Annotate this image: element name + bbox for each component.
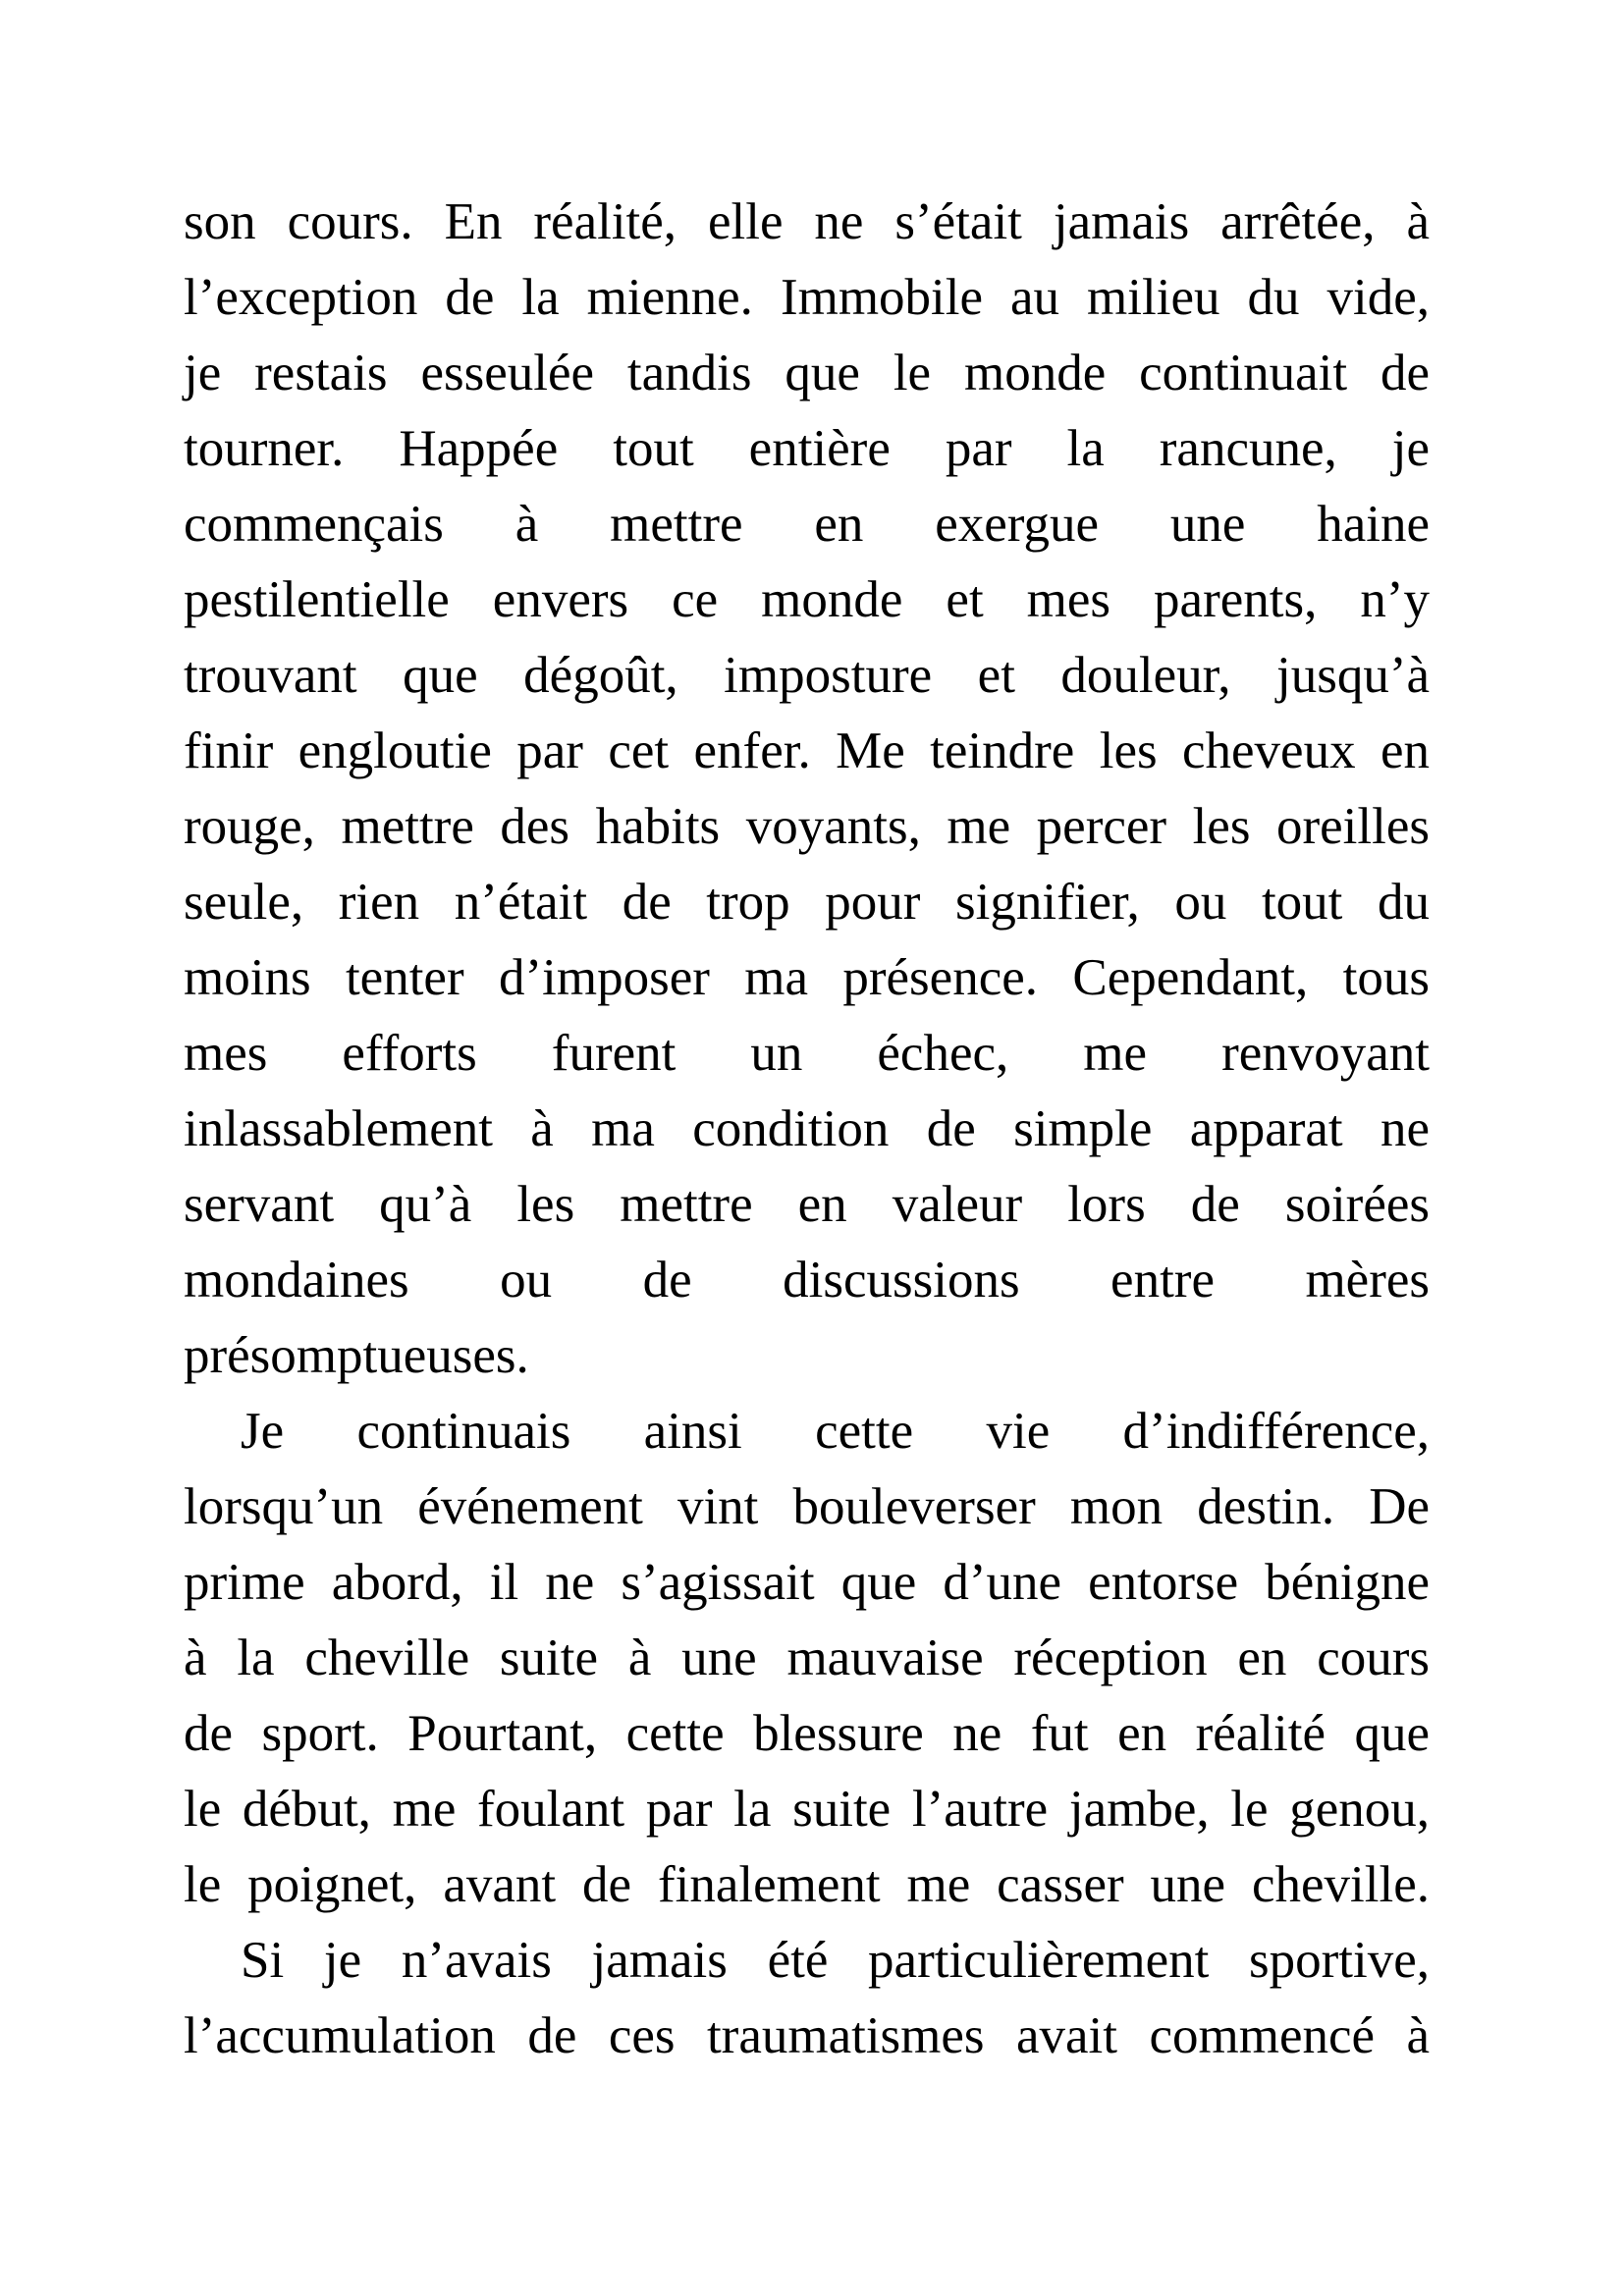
text-line: servant qu’à les mettre en valeur lors de soirées	[184, 1176, 1430, 1233]
text-line: trouvant que dégoût, imposture et douleur, jusqu’à	[184, 647, 1430, 704]
text-line: je restais esseulée tandis que le monde continuait de	[184, 345, 1430, 401]
text-line: lorsqu’un événement vint bouleverser mon destin. De	[184, 1478, 1430, 1535]
text-line: l’exception de la mienne. Immobile au milieu du vide,	[184, 269, 1430, 326]
text-line: l’accumulation de ces traumatismes avait commencé à	[184, 2007, 1430, 2064]
text-line: tourner. Happée tout entière par la rancune, je	[184, 420, 1430, 477]
text-line: inlassablement à ma condition de simple apparat ne	[184, 1100, 1430, 1157]
text-line: commençais à mettre en exergue une haine	[184, 496, 1430, 553]
text-line: pestilentielle envers ce monde et mes parents, n’y	[184, 571, 1430, 628]
text-line: de sport. Pourtant, cette blessure ne fut en réalité que	[184, 1705, 1430, 1762]
text-line: moins tenter d’imposer ma présence. Cependant, tous	[184, 949, 1430, 1006]
text-line: présomptueuses.	[184, 1327, 529, 1384]
text-line: rouge, mettre des habits voyants, me percer les oreilles	[184, 798, 1430, 855]
text-line: mondaines ou de discussions entre mères	[184, 1252, 1430, 1308]
text-line: mes efforts furent un échec, me renvoyant	[184, 1025, 1430, 1082]
text-line: finir engloutie par cet enfer. Me teindre les cheveux en	[184, 722, 1430, 779]
page-text-block	[184, 185, 1430, 2074]
text-line: son cours. En réalité, elle ne s’était jamais arrêtée, à	[184, 193, 1430, 250]
text-line: Je continuais ainsi cette vie d’indifférence,	[241, 1403, 1430, 1460]
text-line: le début, me foulant par la suite l’autre jambe, le genou,	[184, 1781, 1430, 1838]
text-line: Si je n’avais jamais été particulièrement sportive,	[241, 1932, 1430, 1989]
text-line: seule, rien n’était de trop pour signifier, ou tout du	[184, 874, 1430, 931]
text-line: prime abord, il ne s’agissait que d’une entorse bénigne	[184, 1554, 1430, 1611]
text-line: à la cheville suite à une mauvaise réception en cours	[184, 1629, 1430, 1686]
text-line: le poignet, avant de finalement me casser une cheville.	[184, 1856, 1430, 1913]
